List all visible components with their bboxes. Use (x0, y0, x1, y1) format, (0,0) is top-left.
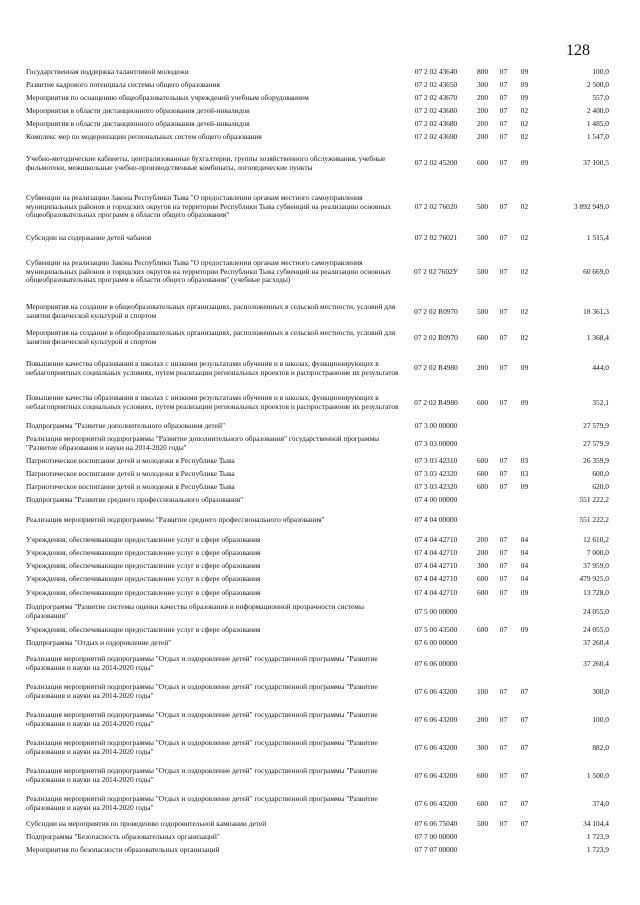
row-code-cell: 07 6 06 43200 (414, 686, 458, 696)
row-code-cell: 07 3 03 42320 (414, 469, 458, 479)
table-row (26, 92, 609, 105)
row-vr-cell: 600 (476, 625, 489, 635)
row-code-cell: 07 4 00 00000 (414, 495, 458, 505)
row-vr-cell: 500 (476, 266, 489, 276)
page-number: 128 (566, 42, 590, 59)
row-vr-cell: 200 (476, 119, 489, 129)
row-name-cell: Субвенции на реализацию Закона Республики Тыва "О предоставлении органам местного самоуправления муниципальных районов и городских округов на территории Республики Тыва субвенций на реализацию основных общеобразовательных программ в области общего образования" (26, 193, 391, 220)
row-code-cell: 07 3 03 42320 (414, 482, 458, 492)
row-vr-cell: 300 (476, 561, 489, 571)
row-pr-cell: 03 (520, 469, 529, 479)
row-name-cell: Развитие кадрового потенциала системы общего образования (26, 80, 220, 90)
row-sum-cell: 2 500,0 (586, 80, 609, 90)
row-vr-cell (472, 831, 493, 844)
row-code-cell: 07 4 04 42710 (414, 561, 458, 571)
row-sum-cell: 24 055,0 (583, 606, 609, 616)
row-rz-cell (493, 433, 514, 455)
row-sum-cell: 60 669,0 (583, 266, 609, 276)
row-rz-cell: 07 (499, 798, 508, 808)
row-pr-cell: 09 (520, 363, 529, 373)
row-code-cell: 07 2 02 R0970 (414, 306, 458, 316)
row-sum-cell: 1 500,0 (586, 770, 609, 780)
row-code-cell: 07 4 04 42710 (414, 574, 458, 584)
row-sum-cell: 100,0 (592, 714, 609, 724)
row-name-cell: Реализация мероприятий подпрограммы "Отдых и оздоровление детей" государственной программы "Развитие образования и науки на 2014-2020 годы" (26, 794, 378, 812)
row-code-cell: 07 2 02 R4980 (414, 363, 458, 373)
row-name-cell: Учреждения, обеспечивающие предоставление услуг в сфере образования (26, 535, 261, 545)
row-sum-cell: 3 892 949,0 (573, 201, 609, 211)
row-vr-cell: 600 (476, 798, 489, 808)
row-name-cell: Подпрограмма "Развитие системы оценки качества образования и информационной прозрачности системы образования" (26, 602, 364, 620)
row-code-cell: 07 2 02 43680 (414, 119, 458, 129)
row-code-cell: 07 4 04 00000 (414, 515, 458, 525)
row-pr-cell: 09 (520, 587, 529, 597)
row-code-cell: 07 3 03 42310 (414, 456, 458, 466)
table-row (26, 105, 609, 118)
table-row (26, 144, 609, 183)
row-name-cell: Государственная поддержка талантливой молодежи (26, 67, 189, 77)
table-row (26, 507, 609, 534)
table-row (26, 131, 609, 144)
table-row (26, 547, 609, 560)
row-sum-cell: 1 723,9 (586, 832, 609, 842)
row-pr-cell (514, 420, 535, 433)
row-rz-cell (493, 831, 514, 844)
row-vr-cell: 600 (476, 574, 489, 584)
row-pr-cell: 02 (520, 232, 529, 242)
row-name-cell: Учреждения, обеспечивающие предоставление услуг в сфере образования (26, 574, 261, 584)
row-sum-cell: 374,0 (592, 798, 609, 808)
row-rz-cell: 07 (499, 363, 508, 373)
row-rz-cell: 07 (499, 469, 508, 479)
table-row (26, 831, 609, 844)
row-pr-cell: 09 (520, 67, 529, 77)
row-vr-cell: 100 (476, 686, 489, 696)
row-rz-cell: 07 (499, 306, 508, 316)
row-rz-cell (493, 420, 514, 433)
row-pr-cell (514, 507, 535, 534)
row-name-cell: Комплекс мер по модернизации региональных систем общего образования (26, 132, 262, 142)
table-row (26, 468, 609, 481)
row-pr-cell: 04 (520, 561, 529, 571)
table-row (26, 734, 609, 762)
row-sum-cell: 1 515,4 (586, 232, 609, 242)
row-pr-cell: 02 (520, 106, 529, 116)
row-code-cell: 07 2 02 76021 (414, 232, 458, 242)
row-name-cell: Субсидии на мероприятия по проведению оздоровительной кампании детей (26, 819, 267, 829)
row-sum-cell: 27 579,9 (583, 421, 609, 431)
row-name-cell: Подпрограмма "Отдых и оздоровление детей" (26, 638, 172, 648)
row-name-cell: Реализация мероприятий подпрограммы "Отдых и оздоровление детей" государственной программы "Развитие образования и науки на 2014-2020 годы" (26, 682, 378, 700)
row-vr-cell (472, 637, 493, 650)
row-sum-cell: 24 055,0 (583, 625, 609, 635)
row-vr-cell: 200 (476, 93, 489, 103)
row-vr-cell (472, 433, 493, 455)
budget-table (26, 66, 609, 857)
row-pr-cell (514, 831, 535, 844)
row-pr-cell: 07 (520, 742, 529, 752)
row-code-cell: 07 3 00 00000 (414, 421, 458, 431)
row-sum-cell: 551 222,2 (579, 495, 609, 505)
row-rz-cell: 07 (499, 482, 508, 492)
row-vr-cell: 300 (476, 80, 489, 90)
row-vr-cell: 200 (476, 535, 489, 545)
row-code-cell: 07 3 03 00000 (414, 438, 458, 448)
row-name-cell: Реализация мероприятий подпрограммы "Отдых и оздоровление детей" государственной программы "Развитие образования и науки на 2014-2020 годы" (26, 654, 378, 672)
row-rz-cell (493, 844, 514, 857)
row-pr-cell: 02 (520, 266, 529, 276)
table-row (26, 66, 609, 79)
row-rz-cell: 07 (499, 93, 508, 103)
row-code-cell: 07 2 02 43650 (414, 80, 458, 90)
row-rz-cell: 07 (499, 770, 508, 780)
row-rz-cell: 07 (499, 158, 508, 168)
row-rz-cell: 07 (499, 397, 508, 407)
row-code-cell: 07 4 04 42710 (414, 587, 458, 597)
row-vr-cell: 200 (476, 132, 489, 142)
row-name-cell: Мероприятия в области дистанционного образования детей-инвалидов (26, 119, 250, 129)
row-code-cell: 07 6 06 43200 (414, 798, 458, 808)
row-pr-cell: 02 (520, 132, 529, 142)
row-vr-cell: 600 (476, 469, 489, 479)
row-name-cell: Реализация мероприятий подпрограммы "Отдых и оздоровление детей" государственной программы "Развитие образования и науки на 2014-2020 годы" (26, 710, 378, 728)
row-pr-cell: 03 (520, 456, 529, 466)
row-sum-cell: 18 361,3 (583, 306, 609, 316)
table-row (26, 573, 609, 586)
row-rz-cell: 07 (499, 119, 508, 129)
row-rz-cell: 07 (499, 686, 508, 696)
row-sum-cell: 100,0 (592, 67, 609, 77)
row-vr-cell: 500 (476, 201, 489, 211)
row-vr-cell (472, 844, 493, 857)
row-pr-cell: 09 (520, 93, 529, 103)
row-sum-cell: 551 222,2 (579, 515, 609, 525)
row-sum-cell: 37 260,4 (583, 658, 609, 668)
row-name-cell: Мероприятия на создание в общеобразовательных организациях, расположенных в сельской местности, условий для занятия физической культурой и спортом (26, 328, 396, 346)
row-name-cell: Подпрограмма "Безопасность образовательных организаций" (26, 832, 220, 842)
row-vr-cell: 600 (476, 456, 489, 466)
row-name-cell: Реализация мероприятий подпрограммы "Развитие среднего профессионального образования" (26, 515, 325, 525)
row-name-cell: Реализация мероприятий подпрограммы "Развитие дополнительного образования" государственной программы "Развитие образования и науки на 2014-2020 годы" (26, 434, 380, 452)
row-sum-cell: 882,0 (592, 742, 609, 752)
row-code-cell: 07 2 02 7602У (413, 266, 459, 276)
row-rz-cell: 07 (499, 742, 508, 752)
row-pr-cell (514, 433, 535, 455)
row-rz-cell: 07 (499, 232, 508, 242)
row-sum-cell: 557,0 (592, 93, 609, 103)
row-name-cell: Подпрограмма "Развитие среднего профессионального образования" (26, 495, 244, 505)
row-pr-cell (514, 637, 535, 650)
row-sum-cell: 13 728,0 (583, 587, 609, 597)
row-code-cell: 07 2 02 45200 (414, 158, 458, 168)
row-pr-cell: 07 (520, 686, 529, 696)
row-pr-cell: 07 (520, 770, 529, 780)
row-sum-cell: 1 368,4 (586, 332, 609, 342)
row-code-cell: 07 6 06 43200 (414, 770, 458, 780)
row-pr-cell (514, 600, 535, 624)
row-code-cell: 07 5 00 00000 (414, 606, 458, 616)
row-sum-cell: 1 547,0 (586, 132, 609, 142)
row-sum-cell: 600,0 (592, 469, 609, 479)
row-code-cell: 07 6 06 75040 (414, 819, 458, 829)
row-pr-cell: 09 (520, 80, 529, 90)
table-row (26, 818, 609, 831)
row-sum-cell: 27 579,9 (583, 438, 609, 448)
table-row (26, 118, 609, 131)
row-rz-cell: 07 (499, 714, 508, 724)
row-rz-cell: 07 (499, 67, 508, 77)
row-rz-cell: 07 (499, 561, 508, 571)
table-row (26, 762, 609, 790)
row-rz-cell: 07 (499, 80, 508, 90)
table-row (26, 534, 609, 547)
row-rz-cell (493, 600, 514, 624)
table-row (26, 678, 609, 706)
row-sum-cell: 352,1 (592, 397, 609, 407)
row-vr-cell: 300 (476, 742, 489, 752)
row-name-cell: Мероприятия в области дистанционного образования детей-инвалидов (26, 106, 250, 116)
row-vr-cell (472, 507, 493, 534)
row-name-cell: Подпрограмма "Развитие дополнительного образования детей" (26, 421, 226, 431)
row-rz-cell: 07 (499, 332, 508, 342)
row-pr-cell: 02 (520, 119, 529, 129)
row-sum-cell: 37 100,5 (583, 158, 609, 168)
table-row (26, 494, 609, 507)
table-row (26, 420, 609, 433)
row-vr-cell (472, 600, 493, 624)
row-pr-cell (514, 650, 535, 678)
row-vr-cell: 600 (476, 770, 489, 780)
row-name-cell: Патриотическое воспитание детей и молодежи в Республике Тыва (26, 456, 235, 466)
row-vr-cell: 200 (476, 106, 489, 116)
row-pr-cell (514, 494, 535, 507)
row-sum-cell: 300,0 (592, 686, 609, 696)
row-vr-cell: 500 (476, 232, 489, 242)
row-code-cell: 07 2 02 43680 (414, 106, 458, 116)
row-pr-cell: 07 (520, 798, 529, 808)
row-sum-cell: 479 925,0 (579, 574, 609, 584)
row-code-cell: 07 2 02 R4980 (414, 397, 458, 407)
row-code-cell: 07 2 02 43640 (414, 67, 458, 77)
row-rz-cell: 07 (499, 456, 508, 466)
row-pr-cell: 02 (520, 201, 529, 211)
row-code-cell: 07 2 02 43670 (414, 93, 458, 103)
row-name-cell: Учебно-методические кабинеты, централизованные бухгалтерии, группы хозяйственного обслуживания, учебные фильмотеки, межшкольные учебно-производственные комбинаты, логопедические пункты (26, 153, 386, 172)
row-code-cell: 07 5 00 43500 (414, 625, 458, 635)
table-row (26, 637, 609, 650)
row-code-cell: 07 6 06 00000 (414, 658, 458, 668)
row-pr-cell: 07 (520, 819, 529, 829)
row-pr-cell: 04 (520, 535, 529, 545)
row-name-cell: Учреждения, обеспечивающие предоставление услуг в сфере образования (26, 548, 261, 558)
row-vr-cell (472, 650, 493, 678)
row-vr-cell: 600 (476, 397, 489, 407)
row-rz-cell: 07 (499, 132, 508, 142)
table-row (26, 844, 609, 857)
row-code-cell: 07 6 06 43200 (414, 714, 458, 724)
row-vr-cell: 800 (476, 67, 489, 77)
row-code-cell: 07 7 07 00000 (414, 845, 458, 855)
row-vr-cell: 200 (476, 714, 489, 724)
row-rz-cell: 07 (499, 548, 508, 558)
row-sum-cell: 2 400,0 (586, 106, 609, 116)
row-pr-cell (514, 844, 535, 857)
row-name-cell: Патриотическое воспитание детей и молодежи в Республике Тыва (26, 482, 235, 492)
row-code-cell: 07 2 02 R0970 (414, 332, 458, 342)
row-sum-cell: 12 610,2 (583, 535, 609, 545)
row-name-cell: Реализация мероприятий подпрограммы "Отдых и оздоровление детей" государственной программы "Развитие образования и науки на 2014-2020 годы" (26, 766, 378, 784)
row-sum-cell: 7 000,0 (586, 548, 609, 558)
row-name-cell: Субсидии на содержание детей чабанов (26, 232, 152, 242)
row-pr-cell: 07 (520, 714, 529, 724)
row-vr-cell: 600 (476, 158, 489, 168)
table-row (26, 650, 609, 678)
row-vr-cell: 500 (476, 819, 489, 829)
row-pr-cell: 09 (520, 397, 529, 407)
row-vr-cell (472, 494, 493, 507)
row-vr-cell: 600 (476, 587, 489, 597)
row-sum-cell: 37 959,0 (583, 561, 609, 571)
row-vr-cell: 200 (476, 363, 489, 373)
table-row (26, 299, 609, 325)
row-rz-cell: 07 (499, 574, 508, 584)
table-row (26, 386, 609, 420)
row-sum-cell: 444,0 (592, 363, 609, 373)
row-name-cell: Мероприятия на создание в общеобразовательных организациях, расположенных в сельской местности, условий для занятия физической культурой и спортом (26, 302, 396, 320)
row-name-cell: Субвенции на реализацию Закона Республики Тыва "О предоставлении органам местного самоуправления муниципальных районов и городских округов на территории Республики Тыва субвенций на реализацию основных общеобразовательных программ в области общего образования" (учебные расходы) (26, 258, 391, 285)
table-row (26, 245, 609, 299)
row-pr-cell: 02 (520, 332, 529, 342)
row-vr-cell: 500 (476, 306, 489, 316)
row-name-cell: Учреждения, обеспечивающие предоставление услуг в сфере образования (26, 625, 261, 635)
row-name-cell: Учреждения, обеспечивающие предоставление услуг в сфере образования (26, 561, 261, 571)
row-sum-cell: 37 260,4 (583, 638, 609, 648)
row-name-cell: Реализация мероприятий подпрограммы "Отдых и оздоровление детей" государственной программы "Развитие образования и науки на 2014-2020 годы" (26, 738, 378, 756)
row-vr-cell: 200 (476, 548, 489, 558)
row-rz-cell (493, 507, 514, 534)
table-row (26, 560, 609, 573)
row-rz-cell: 07 (499, 106, 508, 116)
row-code-cell: 07 2 02 76020 (414, 201, 458, 211)
table-row (26, 600, 609, 624)
row-code-cell: 07 4 04 42710 (414, 535, 458, 545)
row-rz-cell: 07 (499, 819, 508, 829)
table-row (26, 706, 609, 734)
table-row (26, 183, 609, 231)
row-code-cell: 07 7 00 00000 (414, 832, 458, 842)
row-code-cell: 07 2 02 43690 (414, 132, 458, 142)
row-pr-cell: 09 (520, 482, 529, 492)
row-name-cell: Повышение качества образования в школах с низкими результатами обучения и в школах, функционирующих в неблагоприятных социальных условиях, путем реализации региональных проектов и распространение их результатов (26, 358, 399, 377)
row-sum-cell: 34 104,4 (583, 819, 609, 829)
table-row (26, 586, 609, 600)
table-row (26, 79, 609, 92)
row-pr-cell: 09 (520, 158, 529, 168)
row-name-cell: Мероприятия по безопасности образовательных организаций (26, 845, 220, 855)
row-rz-cell: 07 (499, 535, 508, 545)
row-code-cell: 07 6 06 43200 (414, 742, 458, 752)
table-row (26, 790, 609, 818)
row-sum-cell: 1 723,9 (586, 845, 609, 855)
row-rz-cell: 07 (499, 201, 508, 211)
row-name-cell: Патриотическое воспитание детей и молодежи в Республике Тыва (26, 469, 235, 479)
row-name-cell: Мероприятия по оснащению общеобразовательных учреждений учебным оборудованием (26, 93, 309, 103)
row-code-cell: 07 6 00 00000 (414, 638, 458, 648)
row-rz-cell (493, 494, 514, 507)
row-vr-cell: 600 (476, 332, 489, 342)
row-rz-cell: 07 (499, 266, 508, 276)
row-pr-cell: 04 (520, 574, 529, 584)
table-row (26, 231, 609, 245)
row-name-cell: Повышение качества образования в школах с низкими результатами обучения и в школах, функционирующих в неблагоприятных социальных условиях, путем реализации региональных проектов и распространение их результатов (26, 393, 399, 411)
row-sum-cell: 620,0 (592, 482, 609, 492)
row-pr-cell: 09 (520, 625, 529, 635)
row-rz-cell: 07 (499, 587, 508, 597)
table-row (26, 325, 609, 351)
row-rz-cell (493, 650, 514, 678)
row-vr-cell: 600 (476, 482, 489, 492)
row-rz-cell (493, 637, 514, 650)
table-row (26, 455, 609, 468)
row-pr-cell: 02 (520, 306, 529, 316)
row-vr-cell (472, 420, 493, 433)
table-row (26, 481, 609, 494)
row-pr-cell: 04 (520, 548, 529, 558)
row-sum-cell: 26 359,9 (583, 456, 609, 466)
row-code-cell: 07 4 04 42710 (414, 548, 458, 558)
table-row (26, 624, 609, 637)
table-row (26, 351, 609, 386)
row-rz-cell: 07 (499, 625, 508, 635)
row-sum-cell: 1 485,0 (586, 119, 609, 129)
budget-table-body (26, 66, 609, 857)
table-row (26, 433, 609, 455)
row-name-cell: Учреждения, обеспечивающие предоставление услуг в сфере образования (26, 587, 261, 597)
